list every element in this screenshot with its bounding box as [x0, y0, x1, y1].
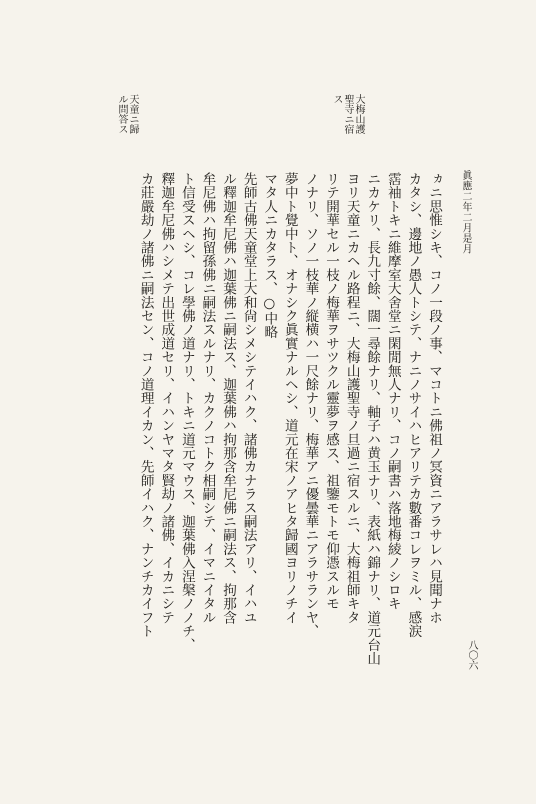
text-column: 釋迦牟尼佛ハシメテ出世成道セリ、イハンヤマタ賢劫ノ諸佛、イカニシテ [158, 172, 175, 625]
text-column: マタ人ニカタラス、○中略 [261, 172, 278, 339]
page-number: 八〇六 [466, 640, 477, 670]
text-column: ヵニ思惟シキ、コノ一段ノ事、マコトニ佛祖ノ冥資ニアラサレハ見聞ナホ [426, 172, 442, 625]
text-column: カタシ、邊地ノ愚人トシテ、ナニノサイハヒアリテカ數番コレヲミル、感涙 [405, 172, 422, 638]
text-column: 先師古佛天童堂上大和尙シメシテイハク、諸佛カナラス嗣法アリ、イハユ [240, 172, 257, 625]
text-column: ヨリ天童ニカヘル路程ニ、大梅山護聖寺ノ旦過ニ宿スルニ、大梅祖師キタ [343, 172, 360, 625]
text-column: ト信受スヘシ、コレ學佛ノ道ナリ、トキニ道元マウス、迦葉佛入涅槃ノノチ、 [178, 172, 195, 652]
text-column: リテ開華セル一枝ノ梅華ヲサツクル靈夢ヲ感ス、祖鑒モトモ仰憑スルモ [323, 172, 340, 611]
running-header: 眞應二年二月是月 [460, 170, 471, 254]
body-text [135, 172, 444, 707]
margin-note: 大梅山護聖寺ニ宿ス [331, 94, 364, 134]
text-column: ニカケリ、長九寸餘、闊一尋餘ナリ、軸子ハ黄玉ナリ、表紙ハ錦ナリ、道元台山 [364, 172, 381, 666]
text-column: 牟尼佛ハ拘留孫佛ニ嗣法スルナリ、カクノコトク相嗣シテ、イマニイタル [199, 172, 216, 625]
text-column: ル釋迦牟尼佛ハ迦葉佛ニ嗣法ス、迦葉佛ハ拘那含牟尼佛ニ嗣法ス、拘那含 [220, 172, 237, 625]
text-column: カ莊嚴劫ノ諸佛ニ嗣法セン、コノ道理イカン、先師イハク、ナンチカイフト [137, 172, 154, 638]
text-column: 霑袖トキニ維摩室大舍堂ニ閑閒無人ナリ、コノ嗣書ハ落地梅綾ノシロキ [384, 172, 401, 611]
text-column: ノナリ、ソノ一枝華ノ縦横ハ一尺餘ナリ、梅華アニ優曇華ニアラサランヤ、 [302, 172, 319, 638]
margin-note: 天童ニ歸ル問答ス [116, 94, 138, 134]
text-column: 夢中ト覺中ト、オナシク眞實ナルヘシ、道元在宋ノアヒタ歸國ヨリノチイ [281, 172, 298, 625]
